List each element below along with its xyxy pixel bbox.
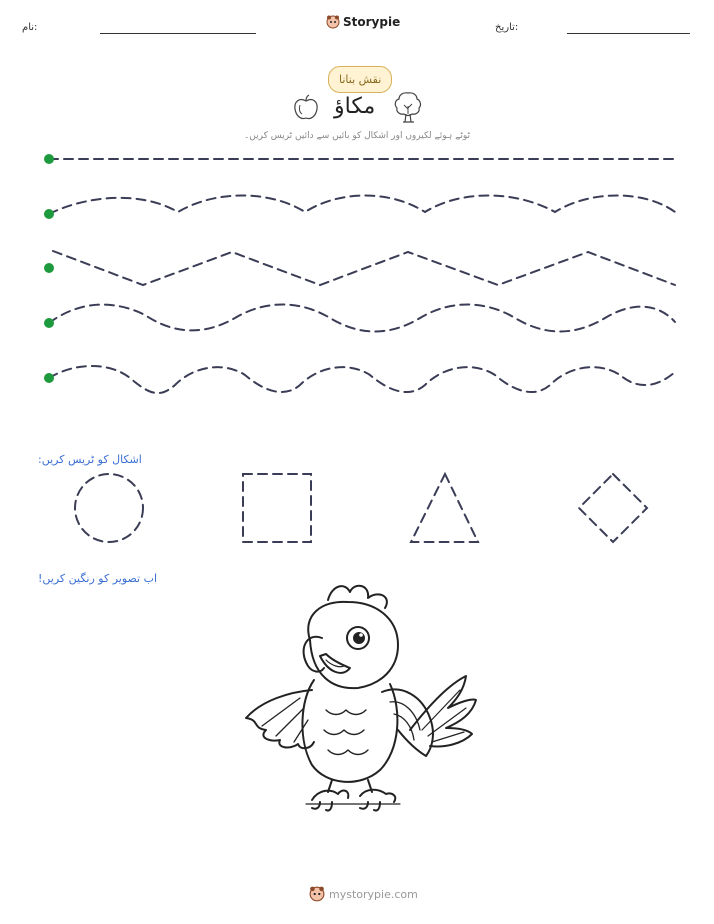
instructions: ٹوٹے ہوئے لکیروں اور اشکال کو بائیں سے دائیں ٹریس کریں۔ — [243, 131, 471, 141]
brand-name: Storypie — [343, 15, 401, 29]
start-dot-5 — [44, 373, 54, 383]
color-heading: اب تصویر کو رنگین کریں! — [38, 572, 158, 585]
trace-line-loops — [49, 366, 675, 393]
footer — [309, 886, 418, 902]
start-dot-3 — [44, 263, 54, 273]
start-dot-1 — [44, 154, 54, 164]
macaw-illustration — [240, 580, 480, 815]
activity-badge: نقش بنانا — [328, 66, 392, 93]
date-label: تاریخ: — [495, 22, 519, 33]
name-label: نام: — [22, 22, 38, 33]
start-dot-2 — [44, 209, 54, 219]
tracing-shapes — [0, 465, 714, 555]
start-dot-4 — [44, 318, 54, 328]
worksheet-title: مکاؤ — [334, 94, 376, 119]
shapes-heading: اشکال کو ٹریس کریں: — [38, 453, 142, 466]
trace-circle — [75, 474, 143, 542]
trace-line-scallop — [49, 196, 675, 215]
trace-diamond — [579, 474, 647, 542]
trace-line-zigzag — [53, 251, 675, 285]
footer-url[interactable]: mystorypie.com — [329, 887, 418, 901]
trace-triangle — [411, 474, 478, 542]
storypie-logo-icon — [309, 886, 325, 902]
trace-square — [243, 474, 311, 542]
trace-line-wave — [49, 305, 675, 332]
